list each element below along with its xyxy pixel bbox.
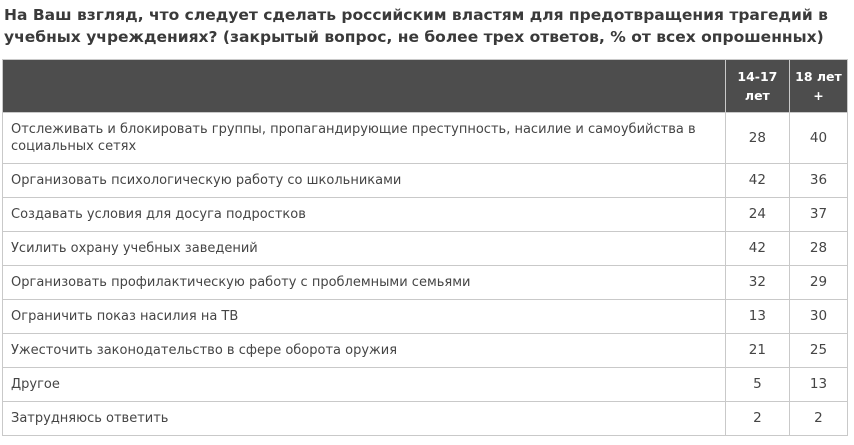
- value-18-plus: 36: [789, 164, 847, 198]
- row-label: Организовать психологическую работу со школьниками: [3, 164, 726, 198]
- header-label-cell: [3, 60, 726, 113]
- row-label: Организовать профилактическую работу с проблемными семьями: [3, 266, 726, 300]
- value-18-plus: 13: [789, 368, 847, 402]
- table-row: [3, 266, 848, 300]
- value-14-17: 32: [725, 266, 789, 300]
- table-row: [3, 198, 848, 232]
- page-title: На Ваш взгляд, что следует сделать российским властям для предотвращения трагедий в учебных учреждениях? (закрытый вопрос, не более трех ответов, % от всех опрошенных): [4, 6, 828, 46]
- row-label: Создавать условия для досуга подростков: [3, 198, 726, 232]
- header-age-14-17: [725, 60, 789, 113]
- table-row: [3, 334, 848, 368]
- header-age-18-plus-line-1: 18 лет: [795, 69, 842, 84]
- value-14-17: 13: [725, 300, 789, 334]
- header-age-18-plus-line-2: +: [813, 88, 824, 103]
- header-age-18-plus: [789, 60, 847, 113]
- table-row: [3, 232, 848, 266]
- row-label: Затрудняюсь ответить: [3, 402, 726, 436]
- header-age-14-17-line-2: лет: [744, 88, 770, 103]
- table-body: [3, 113, 848, 436]
- value-18-plus: 25: [789, 334, 847, 368]
- value-18-plus: 37: [789, 198, 847, 232]
- value-14-17: 24: [725, 198, 789, 232]
- row-label: Ужесточить законодательство в сфере оборота оружия: [3, 334, 726, 368]
- value-18-plus: 29: [789, 266, 847, 300]
- row-label: Другое: [3, 368, 726, 402]
- value-14-17: 21: [725, 334, 789, 368]
- table-row: [3, 368, 848, 402]
- row-label: Усилить охрану учебных заведений: [3, 232, 726, 266]
- survey-table-container: [2, 59, 848, 436]
- survey-table: [2, 59, 848, 436]
- row-label: Ограничить показ насилия на ТВ: [3, 300, 726, 334]
- value-14-17: 42: [725, 164, 789, 198]
- value-14-17: 5: [725, 368, 789, 402]
- table-row: [3, 300, 848, 334]
- header-age-14-17-line-1: 14-17: [737, 69, 778, 84]
- table-header: [3, 60, 848, 113]
- table-row: [3, 402, 848, 436]
- value-14-17: 42: [725, 232, 789, 266]
- value-14-17: 2: [725, 402, 789, 436]
- value-18-plus: 30: [789, 300, 847, 334]
- value-18-plus: 28: [789, 232, 847, 266]
- header-row: [3, 60, 848, 113]
- row-label: Отслеживать и блокировать группы, пропагандирующие преступность, насилие и самоубийства в социальных сетях: [3, 113, 726, 164]
- value-14-17: 28: [725, 113, 789, 164]
- value-18-plus: 40: [789, 113, 847, 164]
- table-row: [3, 164, 848, 198]
- value-18-plus: 2: [789, 402, 847, 436]
- table-row: [3, 113, 848, 164]
